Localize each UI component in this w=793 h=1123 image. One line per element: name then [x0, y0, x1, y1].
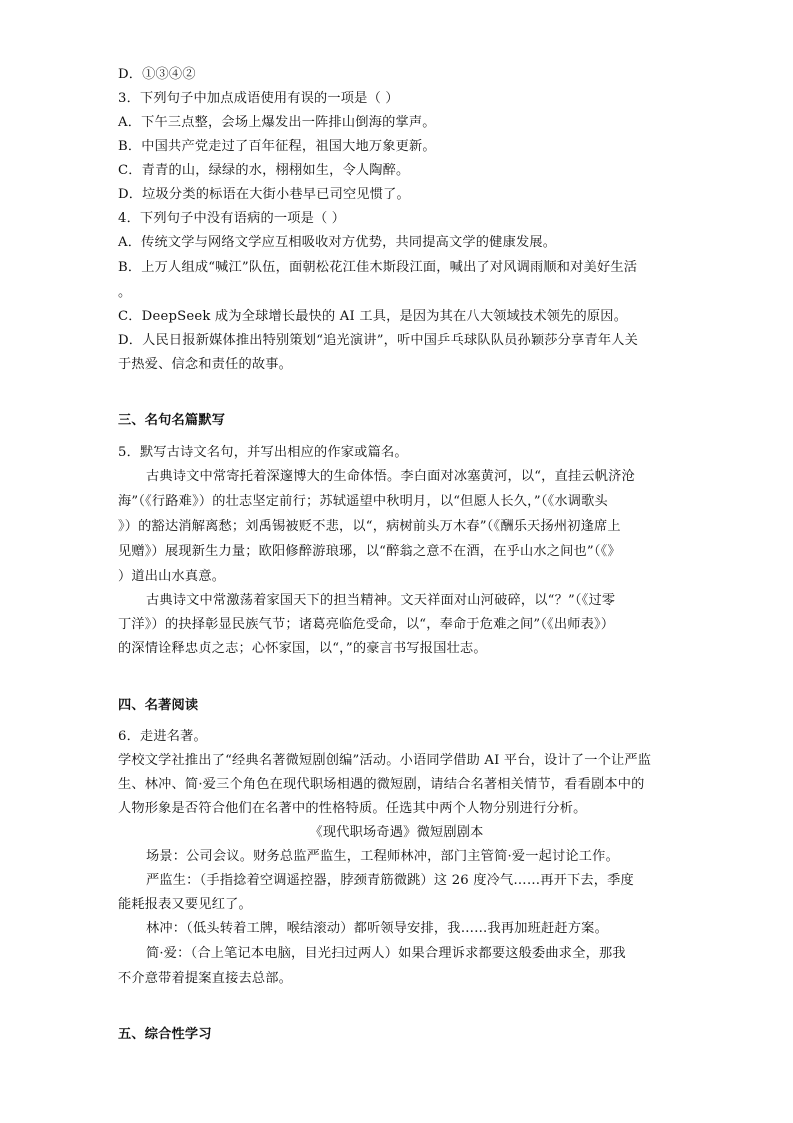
- q4-option-d-cont: 于热爱、信念和责任的故事。: [118, 357, 293, 372]
- script-scene: 场景：公司会议。财务总监严监生，工程师林冲，部门主管简·爱一起讨论工作。: [146, 849, 619, 864]
- script-title: 《现代职场奇遇》微短剧剧本: [309, 825, 484, 840]
- q5-para1-line1: 古典诗文中常寄托着深邃博大的生命体悟。李白面对冰塞黄河，以“，直挂云帆济沧: [146, 469, 635, 484]
- q3-option-b: B．中国共产党走过了百年征程，祖国大地万象更新。: [118, 139, 436, 154]
- q6-intro-line3: 人物形象是否符合他们在名著中的性格特质。任选其中两个人物分别进行分析。: [118, 801, 587, 816]
- script-line-yan-1: 严监生：（手指捻着空调遥控器，脖颈青筋微跳）这 26 度冷气……再开下去，季度: [146, 873, 634, 888]
- section-4-heading: 四、名著阅读: [118, 698, 199, 713]
- question-3: 3．下列句子中加点成语使用有误的一项是（ ）: [118, 91, 399, 106]
- script-line-jane-2: 不介意带着提案直接去总部。: [118, 971, 293, 986]
- q4-option-b-cont: 。: [118, 285, 132, 300]
- q6-intro-line1: 学校文学社推出了“经典名著微短剧创编”活动。小语同学借助 AI 平台，设计了一个让严监: [118, 753, 652, 768]
- q5-para2-line2: 丁洋》）的抉择彰显民族气节；诸葛亮临危受命，以“，奉命于危难之间”（《出师表》）: [118, 617, 615, 632]
- section-5-heading: 五、综合性学习: [118, 1027, 212, 1042]
- script-line-jane-1: 简·爱：（合上笔记本电脑，目光扫过两人）如果合理诉求都要这般委曲求全，那我: [146, 946, 626, 961]
- option-d-q2: D．①③④②: [118, 67, 196, 82]
- q3-option-c: C．青青的山，绿绿的水，栩栩如生，令人陶醉。: [118, 163, 410, 178]
- q6-intro-line2: 生、林冲、简·爱三个角色在现代职场相遇的微短剧，请结合名著相关情节，看看剧本中的: [118, 777, 645, 792]
- section-3-heading: 三、名句名篇默写: [118, 413, 226, 428]
- q5-para1-line5: ）道出山水真意。: [118, 569, 226, 584]
- q5-para1-line2: 海”（《行路难》）的壮志坚定前行；苏轼遥望中秋明月，以“但愿人长久，”（《水调歌头: [118, 494, 608, 509]
- q3-option-d: D．垃圾分类的标语在大街小巷早已司空见惯了。: [118, 187, 410, 202]
- q5-para1-line4: 见赠》）展现新生力量；欧阳修醉游琅琊，以“醉翁之意不在酒，在乎山水之间也”（《》: [118, 544, 621, 559]
- script-line-lin: 林冲：（低头转着工牌，喉结滚动）都听领导安排，我……我再加班赶赶方案。: [146, 921, 608, 936]
- script-line-yan-2: 能耗报表又要见红了。: [118, 897, 252, 912]
- q4-option-d: D．人民日报新媒体推出特别策划“追光演讲”，听中国乒乓球队队员孙颖莎分享青年人关: [118, 333, 638, 348]
- question-4: 4．下列句子中没有语病的一项是（ ）: [118, 211, 346, 226]
- q4-option-b: B．上万人组成“喊江”队伍，面朝松花江佳木斯段江面，喊出了对风调雨顺和对美好生活: [118, 260, 638, 275]
- q3-option-a: A．下午三点整，会场上爆发出一阵排山倒海的掌声。: [118, 115, 436, 130]
- q5-para1-line3: 》）的豁达消解离愁；刘禹锡被贬不悲，以“，病树前头万木春”（《酬乐天扬州初逢席上: [118, 519, 621, 534]
- q5-para2-line3: 的深情诠释忠贞之志；心怀家国，以“，”的豪言书写报国壮志。: [118, 641, 487, 656]
- q4-option-c: C．DeepSeek 成为全球增长最快的 AI 工具，是因为其在八大领域技术领先的原因。: [118, 309, 628, 324]
- question-5: 5．默写古诗文名句，并写出相应的作家或篇名。: [118, 445, 408, 460]
- q5-para2-line1: 古典诗文中常激荡着家国天下的担当精神。文天祥面对山河破碎，以“？”（《过零: [146, 593, 616, 608]
- q4-option-a: A．传统文学与网络文学应互相吸收对方优势，共同提高文学的健康发展。: [118, 235, 557, 250]
- question-6: 6．走进名著。: [118, 729, 207, 744]
